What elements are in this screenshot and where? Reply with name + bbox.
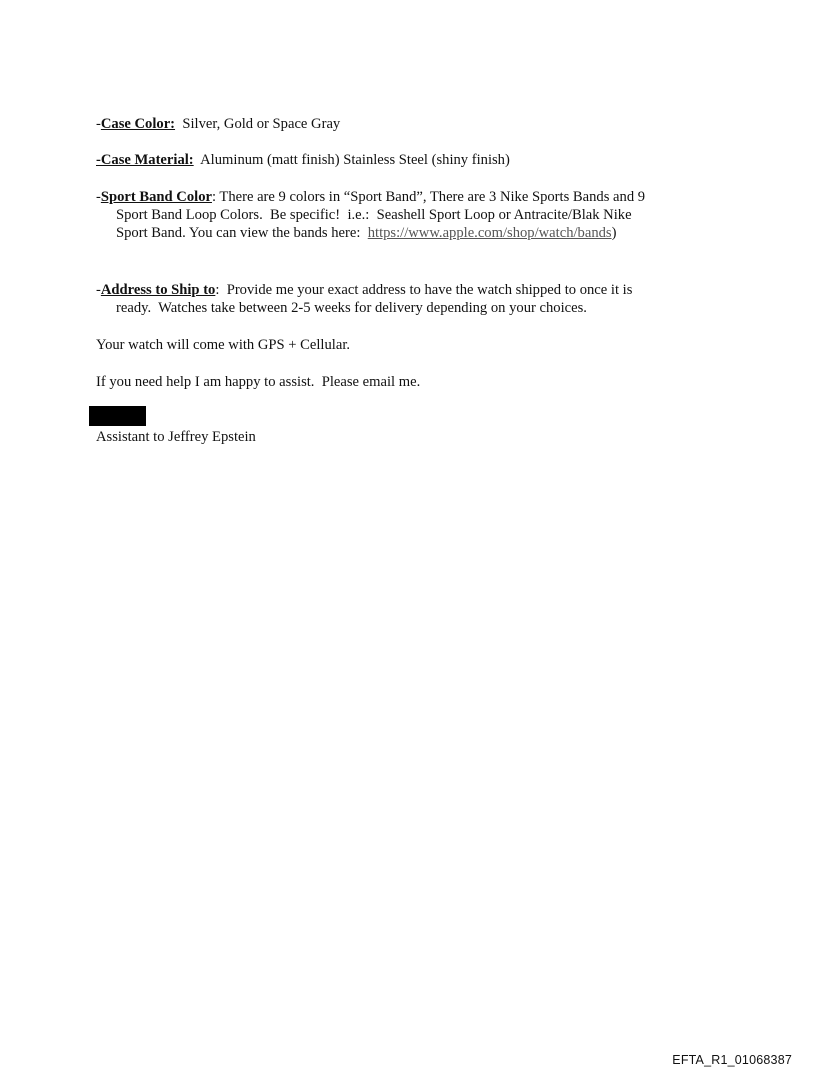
sport-band-text-1: : There are 9 colors in “Sport Band”, There are 3 Nike Sports Bands and 9 [211,189,646,205]
apple-bands-link[interactable]: https://www.apple.com/shop/watch/bands [367,225,612,241]
sport-band-line-1 [96,188,736,206]
case-material-text: Aluminum (matt finish) Stainless Steel (shiny finish) [193,152,510,168]
help-note: If you need help I am happy to assist. Please email me. [96,374,421,390]
case-material-item [96,151,736,169]
signature-title: Assistant to Jeffrey Epstein [96,429,256,445]
case-material-term: -Case Material: [96,152,194,168]
sport-band-line-3 [96,224,736,242]
case-color-dash: - [96,116,101,132]
sport-band-close-paren: ) [611,225,617,241]
sport-band-dash: - [96,189,101,205]
sport-band-item [96,188,736,242]
address-text-1: : Provide me your exact address to have the watch shipped to once it is [215,282,633,298]
address-item [96,281,736,317]
document-id-footer: EFTA_R1_01068387 [672,1053,792,1067]
case-material-line [96,151,736,169]
sport-band-line-2: Sport Band Loop Colors. Be specific! i.e.: Seashell Sport Loop or Antracite/Blak Nike [116,207,632,223]
case-color-item [96,115,736,133]
sport-band-term: Sport Band Color [100,189,212,205]
address-dash: - [96,282,101,298]
case-color-text: Silver, Gold or Space Gray [175,116,341,132]
redaction-box [89,406,146,426]
case-color-term: Case Color: [100,116,176,132]
sport-band-text-3: Sport Band. You can view the bands here: [116,225,368,241]
address-line-1 [96,281,736,299]
address-line-2: ready. Watches take between 2-5 weeks for delivery depending on your choices. [116,300,587,316]
address-term: Address to Ship to [100,282,216,298]
case-color-line [96,115,736,133]
gps-note: Your watch will come with GPS + Cellular. [96,337,351,353]
